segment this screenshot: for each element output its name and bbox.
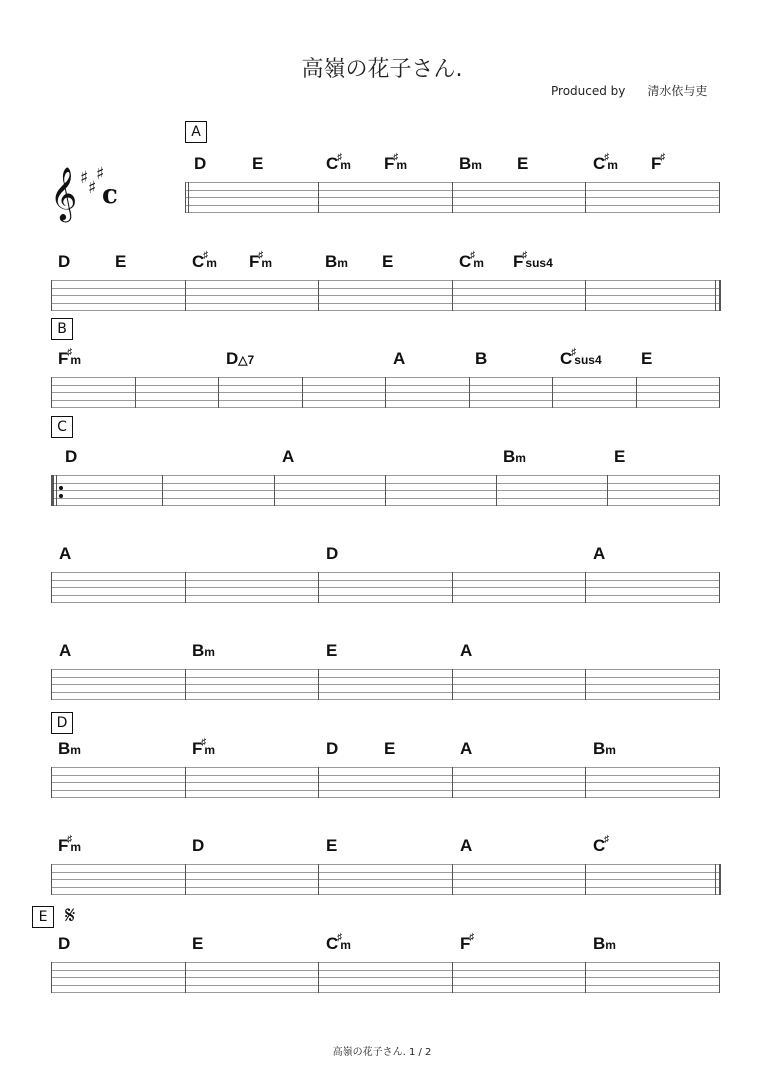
bar-line bbox=[185, 669, 186, 700]
rehearsal-mark-e: E bbox=[32, 906, 54, 928]
bar-line bbox=[318, 182, 319, 213]
sharp-icon: ♯ bbox=[67, 347, 73, 358]
rehearsal-mark-b: B bbox=[51, 318, 73, 340]
chord-symbol bbox=[384, 154, 407, 177]
chord-root: D bbox=[58, 252, 71, 271]
chord-root: E bbox=[384, 739, 396, 758]
chord-symbol bbox=[517, 154, 528, 174]
chord-symbol bbox=[475, 349, 487, 369]
chord-symbol bbox=[593, 934, 616, 955]
bar-line bbox=[318, 572, 319, 603]
bar-line bbox=[218, 377, 219, 408]
bar-line bbox=[56, 475, 57, 506]
chord-symbol bbox=[192, 641, 215, 662]
segno-icon: 𝄋 bbox=[65, 901, 76, 929]
bar-line bbox=[452, 182, 453, 213]
bar-line bbox=[51, 280, 52, 311]
staff-line bbox=[51, 280, 719, 281]
chord-root: A bbox=[59, 544, 72, 563]
chord-symbol bbox=[65, 447, 77, 467]
chord-symbol bbox=[459, 154, 482, 175]
chord-symbol bbox=[393, 349, 405, 369]
chord-quality: m bbox=[340, 158, 351, 172]
chord-root: C bbox=[560, 349, 573, 368]
bar-line bbox=[51, 864, 52, 895]
chord-quality: m bbox=[607, 158, 618, 172]
rehearsal-mark-a: A bbox=[185, 121, 207, 143]
chord-symbol bbox=[651, 152, 666, 177]
chord-symbol bbox=[560, 349, 602, 372]
chord-symbol bbox=[326, 154, 351, 177]
rehearsal-mark-d: D bbox=[51, 712, 73, 734]
staff-line bbox=[51, 985, 719, 986]
chord-root: A bbox=[393, 349, 406, 368]
chord-symbol bbox=[325, 252, 348, 273]
chord-root: A bbox=[460, 739, 473, 758]
sharp-icon: ♯ bbox=[522, 250, 528, 261]
bar-line bbox=[185, 280, 186, 311]
chord-root: E bbox=[382, 252, 394, 271]
bar-line bbox=[452, 280, 453, 311]
producer-credit bbox=[551, 82, 707, 99]
chord-root: A bbox=[59, 641, 72, 660]
chord-root: D bbox=[192, 836, 205, 855]
bar-line bbox=[185, 767, 186, 798]
staff-line bbox=[51, 797, 719, 798]
staff-line bbox=[51, 970, 719, 971]
sharp-icon: ♯ bbox=[337, 932, 343, 943]
chord-symbol bbox=[593, 544, 605, 564]
sharp-icon: ♯ bbox=[258, 250, 264, 261]
chord-quality: m bbox=[605, 938, 616, 952]
chord-root: D bbox=[65, 447, 78, 466]
staff-line bbox=[51, 887, 719, 888]
bar-line bbox=[719, 669, 720, 700]
sharp-icon: ♯ bbox=[203, 250, 209, 261]
chord-symbol bbox=[192, 252, 217, 275]
bar-line bbox=[719, 572, 720, 603]
sharp-icon: ♯ bbox=[604, 834, 610, 845]
bar-line bbox=[719, 377, 720, 408]
chord-quality: m bbox=[261, 256, 273, 270]
chord-symbol bbox=[326, 641, 337, 661]
bar-line bbox=[51, 377, 52, 408]
bar-line bbox=[51, 669, 52, 700]
chord-root: F bbox=[384, 154, 395, 173]
chord-symbol bbox=[513, 252, 553, 275]
staff-line bbox=[51, 962, 719, 963]
chord-quality: m bbox=[337, 256, 348, 270]
staff-line bbox=[51, 782, 719, 783]
chord-quality: m bbox=[471, 158, 482, 172]
chord-root: F bbox=[192, 739, 203, 758]
sharp-icon: ♯ bbox=[470, 250, 476, 261]
chord-root: C bbox=[326, 934, 339, 953]
bar-line bbox=[719, 767, 720, 798]
repeat-dot bbox=[59, 486, 63, 490]
staff-line bbox=[51, 580, 719, 581]
bar-line bbox=[585, 962, 586, 993]
bar-line bbox=[185, 182, 186, 213]
treble-clef-icon: 𝄞 bbox=[50, 166, 78, 220]
chord-symbol bbox=[58, 836, 81, 859]
bar-line bbox=[318, 962, 319, 993]
chord-root: E bbox=[252, 154, 264, 173]
chord-quality: m bbox=[204, 645, 215, 659]
chord-symbol bbox=[326, 934, 351, 957]
chord-root: E bbox=[326, 641, 338, 660]
chord-root: D bbox=[58, 934, 71, 953]
bar-line bbox=[496, 475, 497, 506]
chord-root: C bbox=[326, 154, 339, 173]
page-footer: 高嶺の花子さん. 1 / 2 bbox=[332, 1047, 432, 1058]
staff-line bbox=[51, 894, 719, 895]
chord-root: B bbox=[325, 252, 338, 271]
chord-root: A bbox=[460, 836, 473, 855]
staff-line bbox=[51, 879, 719, 880]
bar-line bbox=[188, 182, 189, 213]
bar-line bbox=[452, 572, 453, 603]
chord-symbol bbox=[503, 447, 526, 468]
staff-line bbox=[51, 295, 719, 296]
sharp-icon: ♯ bbox=[393, 152, 399, 163]
common-time-icon: c bbox=[102, 180, 118, 210]
sharp-icon: ♯ bbox=[604, 152, 610, 163]
chord-symbol bbox=[460, 836, 472, 856]
chord-root: F bbox=[58, 349, 69, 368]
chord-symbol bbox=[326, 544, 338, 564]
chord-quality: m bbox=[605, 743, 616, 757]
bar-line bbox=[607, 475, 608, 506]
chord-quality: sus4 bbox=[574, 353, 602, 367]
bar-line bbox=[318, 864, 319, 895]
chord-root: F bbox=[460, 934, 471, 953]
chord-quality: m bbox=[70, 743, 81, 757]
chord-root: F bbox=[513, 252, 524, 271]
staff-line bbox=[51, 977, 719, 978]
chord-symbol bbox=[641, 349, 652, 369]
chord-symbol bbox=[58, 349, 81, 372]
bar-line bbox=[385, 475, 386, 506]
staff-line bbox=[51, 872, 719, 873]
bar-line bbox=[51, 767, 52, 798]
sharp-icon: ♯ bbox=[337, 152, 343, 163]
chord-root: B bbox=[192, 641, 205, 660]
bar-line bbox=[318, 767, 319, 798]
chord-root: E bbox=[641, 349, 653, 368]
staff-line bbox=[51, 572, 719, 573]
chord-root: F bbox=[651, 154, 662, 173]
bar-line bbox=[318, 280, 319, 311]
staff-line bbox=[51, 587, 719, 588]
chord-symbol bbox=[252, 154, 263, 174]
chord-root: D bbox=[226, 349, 239, 368]
chord-root: C bbox=[459, 252, 472, 271]
chord-symbol bbox=[192, 739, 215, 762]
bar-line bbox=[585, 182, 586, 213]
chord-root: B bbox=[503, 447, 516, 466]
chord-quality: m bbox=[204, 743, 216, 757]
chord-quality: m bbox=[70, 353, 82, 367]
bar-line bbox=[715, 280, 716, 311]
chord-root: A bbox=[460, 641, 473, 660]
bar-line bbox=[585, 669, 586, 700]
chord-root: B bbox=[459, 154, 472, 173]
chord-symbol bbox=[593, 834, 610, 859]
chord-symbol bbox=[326, 739, 338, 759]
staff-line bbox=[51, 775, 719, 776]
chord-root: A bbox=[593, 544, 606, 563]
bar-line bbox=[135, 377, 136, 408]
chord-symbol bbox=[593, 739, 616, 760]
staff-line bbox=[51, 684, 719, 685]
chord-symbol bbox=[58, 739, 81, 760]
chord-root: D bbox=[326, 739, 339, 758]
bar-line bbox=[318, 669, 319, 700]
chord-symbol bbox=[460, 739, 472, 759]
chord-root: E bbox=[517, 154, 529, 173]
chord-root: F bbox=[58, 836, 69, 855]
bar-line bbox=[51, 475, 54, 506]
bar-line bbox=[452, 864, 453, 895]
chord-root: B bbox=[475, 349, 488, 368]
staff-line bbox=[51, 864, 719, 865]
chord-root: E bbox=[614, 447, 626, 466]
bar-line bbox=[452, 767, 453, 798]
chord-quality: △7 bbox=[238, 353, 255, 367]
sharp-icon: ♯ bbox=[88, 178, 97, 198]
chord-symbol bbox=[59, 544, 71, 564]
chord-symbol bbox=[593, 154, 618, 177]
producer-name: 清水依与吏 bbox=[647, 84, 708, 98]
chord-symbol bbox=[382, 252, 393, 272]
staff-line bbox=[51, 699, 719, 700]
chord-symbol bbox=[460, 932, 475, 957]
staff-line bbox=[51, 595, 719, 596]
bar-line bbox=[719, 864, 721, 895]
staff-line bbox=[51, 992, 719, 993]
chord-quality: sus4 bbox=[525, 256, 553, 270]
chord-symbol bbox=[459, 252, 484, 275]
chord-root: E bbox=[326, 836, 338, 855]
sharp-icon: ♯ bbox=[80, 168, 89, 188]
sharp-icon: ♯ bbox=[469, 932, 475, 943]
chord-symbol bbox=[614, 447, 625, 467]
chord-root: C bbox=[593, 154, 606, 173]
chord-root: B bbox=[593, 934, 606, 953]
chord-symbol bbox=[59, 641, 71, 661]
staff-line bbox=[51, 692, 719, 693]
bar-line bbox=[302, 377, 303, 408]
rehearsal-mark-c: C bbox=[51, 416, 73, 438]
bar-line bbox=[552, 377, 553, 408]
bar-line bbox=[585, 864, 586, 895]
chord-quality: m bbox=[515, 451, 526, 465]
staff-line bbox=[51, 767, 719, 768]
chord-symbol bbox=[384, 739, 395, 759]
staff-line bbox=[51, 677, 719, 678]
chord-root: E bbox=[192, 934, 204, 953]
chord-root: F bbox=[249, 252, 260, 271]
chord-root: B bbox=[58, 739, 71, 758]
chord-symbol bbox=[282, 447, 294, 467]
sharp-icon: ♯ bbox=[96, 164, 105, 184]
bar-line bbox=[719, 475, 720, 506]
bar-line bbox=[274, 475, 275, 506]
staff-line bbox=[51, 669, 719, 670]
bar-line bbox=[636, 377, 637, 408]
bar-line bbox=[162, 475, 163, 506]
chord-symbol bbox=[326, 836, 337, 856]
chord-root: C bbox=[593, 836, 606, 855]
chord-symbol bbox=[249, 252, 272, 275]
chord-quality: m bbox=[340, 938, 351, 952]
chord-symbol bbox=[226, 349, 254, 370]
bar-line bbox=[185, 962, 186, 993]
bar-line bbox=[469, 377, 470, 408]
staff-line bbox=[51, 602, 719, 603]
chord-symbol bbox=[192, 836, 204, 856]
bar-line bbox=[719, 280, 721, 311]
sharp-icon: ♯ bbox=[660, 152, 666, 163]
chord-symbol bbox=[115, 252, 126, 272]
staff-line bbox=[51, 288, 719, 289]
producer-label: Produced by bbox=[551, 84, 626, 98]
bar-line bbox=[185, 864, 186, 895]
chord-symbol bbox=[58, 934, 70, 954]
bar-line bbox=[51, 962, 52, 993]
chord-root: A bbox=[282, 447, 295, 466]
chord-root: C bbox=[192, 252, 205, 271]
staff-line bbox=[51, 790, 719, 791]
chord-symbol bbox=[194, 154, 206, 174]
chord-symbol bbox=[192, 934, 203, 954]
bar-line bbox=[452, 669, 453, 700]
bar-line bbox=[715, 864, 716, 895]
bar-line bbox=[452, 962, 453, 993]
sharp-icon: ♯ bbox=[571, 347, 577, 358]
bar-line bbox=[585, 767, 586, 798]
chord-quality: m bbox=[473, 256, 484, 270]
chord-root: D bbox=[194, 154, 207, 173]
bar-line bbox=[585, 280, 586, 311]
bar-line bbox=[51, 572, 52, 603]
chord-quality: m bbox=[396, 158, 408, 172]
chord-root: E bbox=[115, 252, 127, 271]
bar-line bbox=[585, 572, 586, 603]
chord-root: B bbox=[593, 739, 606, 758]
staff-line bbox=[51, 303, 719, 304]
sharp-icon: ♯ bbox=[201, 737, 207, 748]
chord-quality: m bbox=[206, 256, 217, 270]
bar-line bbox=[185, 572, 186, 603]
chord-symbol bbox=[58, 252, 70, 272]
repeat-dot bbox=[59, 494, 63, 498]
song-title: 高嶺の花子さん. bbox=[301, 57, 463, 82]
chord-symbol bbox=[460, 641, 472, 661]
bar-line bbox=[719, 182, 720, 213]
bar-line bbox=[385, 377, 386, 408]
bar-line bbox=[719, 962, 720, 993]
sharp-icon: ♯ bbox=[67, 834, 73, 845]
chord-root: D bbox=[326, 544, 339, 563]
chord-quality: m bbox=[70, 840, 82, 854]
staff-line bbox=[51, 310, 719, 311]
